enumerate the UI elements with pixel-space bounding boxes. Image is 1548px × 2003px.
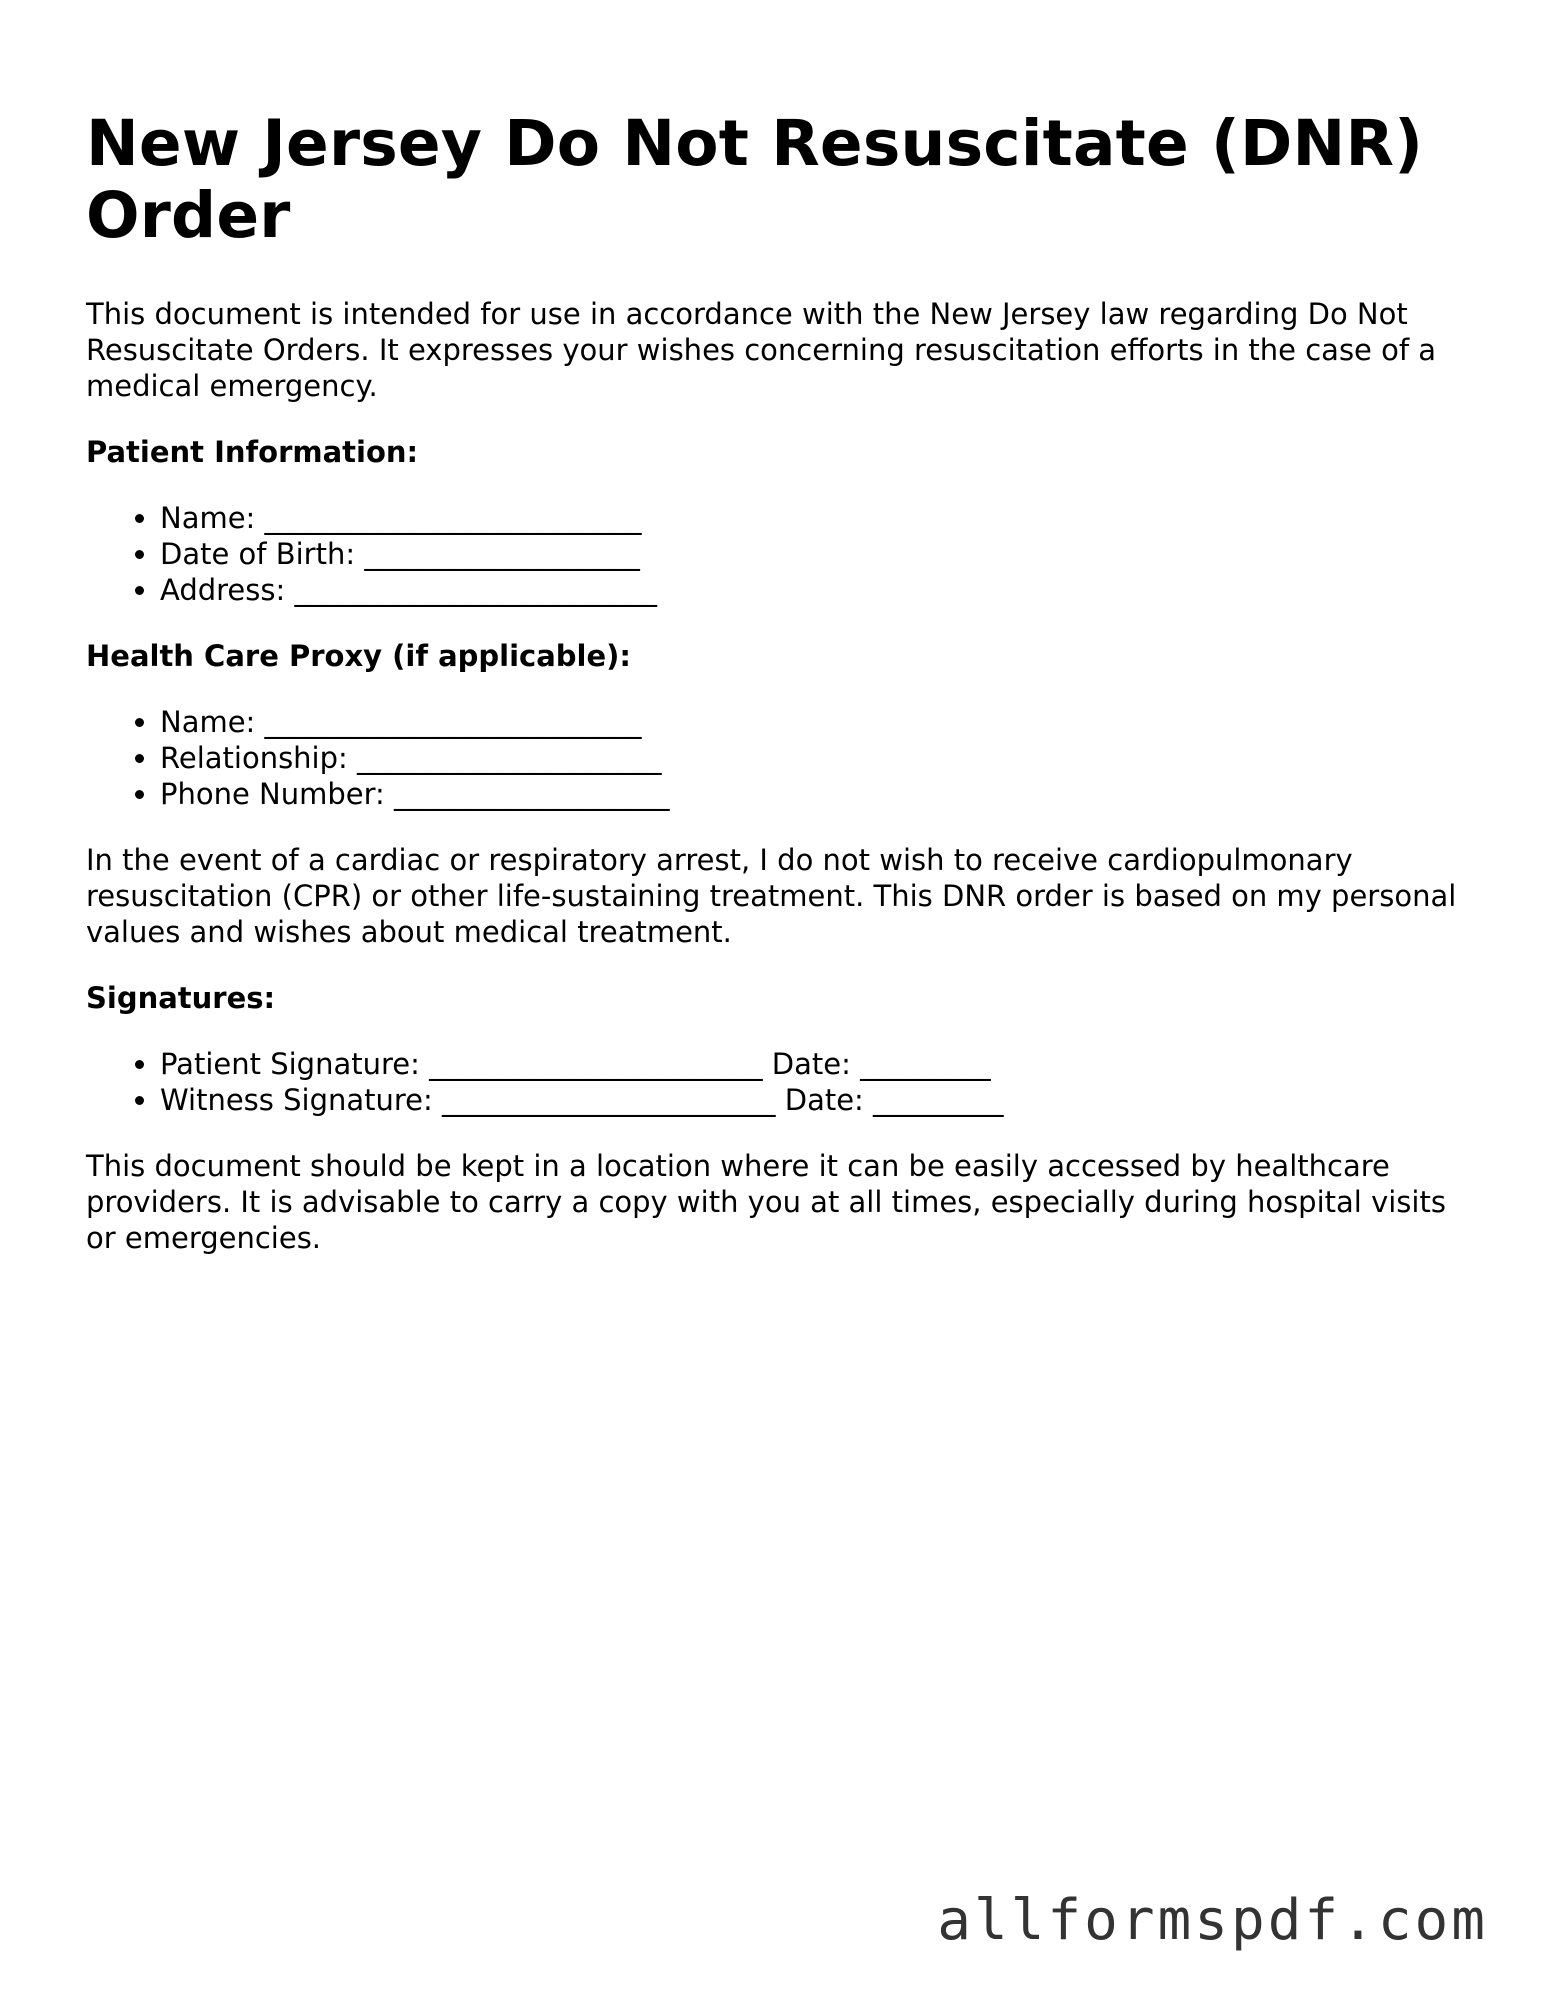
patient-dob-field: • Date of Birth: ___________________ — [160, 536, 1466, 572]
patient-address-field: • Address: _________________________ — [160, 572, 1466, 608]
patient-information-list — [86, 500, 1466, 608]
patient-signature-field: • Patient Signature: _______________________ Date: _________ — [160, 1046, 1466, 1082]
intro-paragraph: This document is intended for use in accordance with the New Jersey law regarding Do Not Resuscitate Orders. It expresses your wishes concerning resuscitation efforts in the case of a medical emergency. — [86, 297, 1437, 403]
proxy-relationship-field: • Relationship: _____________________ — [160, 740, 1466, 776]
document-title: New Jersey Do Not Resuscitate (DNR) Order — [86, 107, 1424, 252]
witness-signature-field: • Witness Signature: _______________________ Date: _________ — [160, 1082, 1466, 1118]
proxy-name-field: • Name: __________________________ — [160, 704, 1466, 740]
signatures-heading: Signatures: — [86, 981, 276, 1015]
patient-information-heading: Patient Information: — [86, 435, 419, 469]
proxy-phone-field: • Phone Number: ___________________ — [160, 776, 1466, 812]
health-care-proxy-list — [86, 704, 1466, 812]
closing-paragraph: This document should be kept in a location where it can be easily accessed by healthcare providers. It is advisable to carry a copy with you at all times, especially during hospital visits or emergencies. — [86, 1149, 1446, 1255]
health-care-proxy-heading: Health Care Proxy (if applicable): — [86, 639, 632, 673]
patient-name-field: • Name: __________________________ — [160, 500, 1466, 536]
document-page — [86, 108, 1466, 1256]
dnr-statement-paragraph: In the event of a cardiac or respiratory arrest, I do not wish to receive cardiopulmonary resuscitation (CPR) or other life-sustaining treatment. This DNR order is based on my personal values and wishes about medical treatment. — [86, 843, 1457, 949]
watermark: allformspdf.com — [937, 1888, 1488, 1953]
signatures-list — [86, 1046, 1466, 1118]
